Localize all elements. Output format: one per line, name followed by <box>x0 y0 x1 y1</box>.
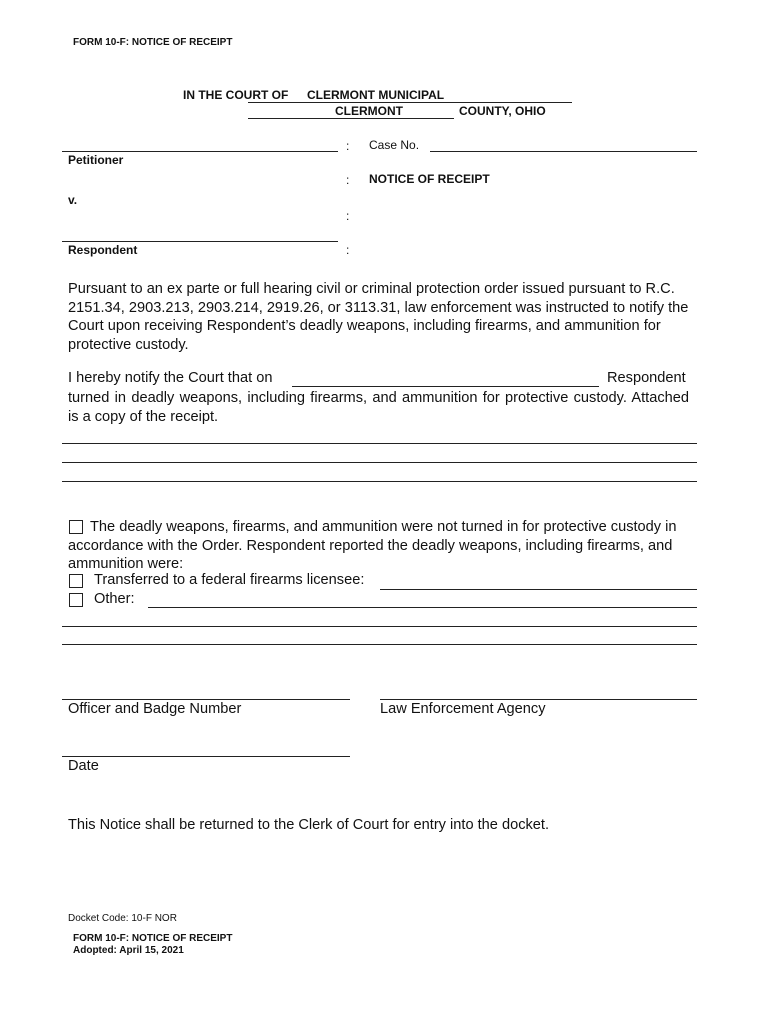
petitioner-line[interactable] <box>62 151 338 152</box>
court-name: CLERMONT MUNICIPAL <box>307 88 445 102</box>
blank-line[interactable] <box>62 481 697 482</box>
officer-signature-line[interactable] <box>62 699 350 700</box>
notify-date-line[interactable] <box>292 386 599 387</box>
agency-signature-line[interactable] <box>380 699 697 700</box>
other-checkbox[interactable] <box>69 593 83 607</box>
court-name-line <box>248 102 572 103</box>
transferred-line[interactable] <box>380 589 697 590</box>
blank-line[interactable] <box>62 443 697 444</box>
respondent-label: Respondent <box>68 243 138 257</box>
versus-label: v. <box>68 193 78 207</box>
form-title-footer: FORM 10-F: NOTICE OF RECEIPT <box>73 933 233 944</box>
agency-label: Law Enforcement Agency <box>380 701 546 717</box>
transferred-label: Transferred to a federal firearms licensee: <box>94 572 365 588</box>
officer-label: Officer and Badge Number <box>68 701 242 717</box>
protection-order-paragraph: Pursuant to an ex parte or full hearing civil or criminal protection order issued pursuant to R.C. 2151.34, 2903.213, 2903.214, 2919.26, or 3113.31, law enforcement was instructed to notify the Court upon receiving Respondent’s deadly weapons, including firearms, and ammunition for protective custody. <box>68 281 689 353</box>
date-label: Date <box>68 758 99 774</box>
blank-line[interactable] <box>62 462 697 463</box>
caption-colon: : <box>346 139 350 153</box>
blank-line[interactable] <box>62 626 697 627</box>
form-title-header: FORM 10-F: NOTICE OF RECEIPT <box>73 37 233 48</box>
other-label: Other: <box>94 591 135 607</box>
notice-title: NOTICE OF RECEIPT <box>369 172 490 186</box>
county-suffix: COUNTY, OHIO <box>459 104 546 118</box>
petitioner-label: Petitioner <box>68 153 124 167</box>
county-name-line <box>248 118 454 119</box>
date-line[interactable] <box>62 756 350 757</box>
notify-respondent: Respondent <box>607 370 686 386</box>
return-notice: This Notice shall be returned to the Clerk of Court for entry into the docket. <box>68 817 550 833</box>
docket-code: Docket Code: 10-F NOR <box>68 913 177 924</box>
respondent-line[interactable] <box>62 241 338 242</box>
case-no-label: Case No. <box>369 138 420 152</box>
adopted-date: Adopted: April 15, 2021 <box>73 945 184 956</box>
court-prefix: IN THE COURT OF <box>183 88 289 102</box>
caption-colon: : <box>346 243 350 257</box>
other-line[interactable] <box>148 607 697 608</box>
notify-prefix: I hereby notify the Court that on <box>68 370 273 386</box>
case-no-line[interactable] <box>430 151 697 152</box>
transferred-checkbox[interactable] <box>69 574 83 588</box>
caption-colon: : <box>346 173 350 187</box>
not-turned-in-text: The deadly weapons, firearms, and ammunition were not turned in for protective custody in accordance with the Order. Respondent reported the deadly weapons, including firearms, and ammunition were: <box>68 519 677 572</box>
notify-rest: turned in deadly weapons, including firearms, and ammunition for protective custody. Attached is a copy of the receipt. <box>68 390 689 425</box>
blank-line[interactable] <box>62 644 697 645</box>
caption-colon: : <box>346 209 350 223</box>
county-name: CLERMONT <box>335 104 403 118</box>
